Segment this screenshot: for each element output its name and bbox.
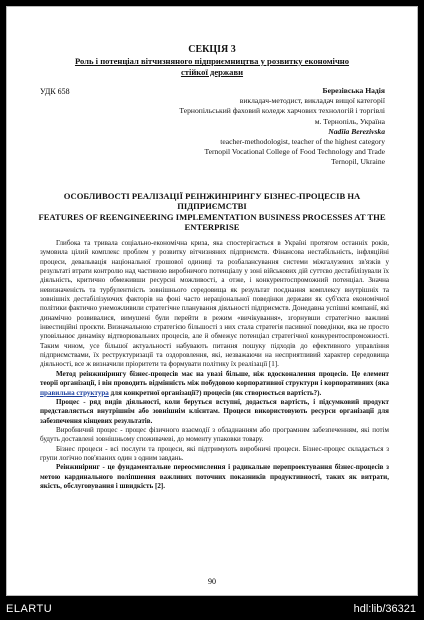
author-name-ua: Березівська Надія	[322, 86, 385, 95]
article-body	[40, 239, 389, 491]
author-org-ua: Тернопільський фаховий коледж харчових технологій і торгівлі	[179, 106, 385, 116]
author-position-ua: викладач-методист, викладач вищої категорії	[239, 96, 385, 106]
author-position-en: teacher-methodologist, teacher of the highest category	[220, 137, 385, 147]
repository-footer	[0, 596, 424, 620]
page-number: 90	[208, 577, 216, 586]
udk-code: УДК 658	[40, 87, 70, 96]
paragraph-intro: Глибока та тривала соціально-економічна криза, яка спостерігається в Україні протягом останніх років, зумовила цілий комплекс проблем у розвитку вітчизняних підприємств. Фінансова нестабільність, інфляційні процеси, девальвація національної грошової одиниці та розбалансування системи міжгалузевих зв'язків у результаті втрати контролю над частиною виробничого потенціалу у зоні військових дій суттєво дестабілізували їх діяльність, критично обмеживши ресурсні можливості, а отже, і конкурентоспроможний потенціал. Значна невизначеність та турбулентність зовнішнього середовища як результат поєднання комплексу внутрішніх та зовнішніх дестабілізуючих факторів на фоні часто нераціональної поведінки держави як суб'єкта економічної політики фактично унеможливили стратегічне планування діяльності підприємств. Донедавна успішні компанії, які динамічно розвивалися, вимушені були перейти в режим «вичікування», згорнувши стратегічно важливі інвестиційні проєкти. Визначальною стратегією більшості з них стала стратегія пасивної поведінки, яка не просто уповільнює динаміку відтворювальних процесів, але й обмежує потенціал стратегічної конкурентоспроможності. Таким чином, усе більшої актуальності набувають питання пошуку підходів до ефективного управління підприємствами, їх реструктуризації та оздоровлення, які, незважаючи на несприятливий характер середовища діяльності, все ж визначили пріоритети та формувати політику їх реалізації [1].	[40, 239, 389, 369]
paragraph-method	[40, 370, 389, 398]
document-page	[6, 6, 418, 596]
section-heading: СЕКЦІЯ 3	[188, 44, 236, 55]
author-block	[55, 86, 385, 168]
section-subtitle: Роль і потенціал вітчизняного підприємництва у розвитку економічно стійкої держави	[74, 56, 350, 77]
author-name-en: Nadiia Berezivska	[328, 126, 385, 136]
paragraph-reengineering: Реінжиніринг - це фундаментальне переосмислення і радикальне перепроектування бізнес-процесів з метою кардинального поліпшення важливих поточних показників продуктивності, таких як витрати, якість, обслуговування і швидкість [2].	[40, 463, 389, 490]
handle-id[interactable]: hdl:lib/36321	[353, 603, 416, 615]
paragraph-method-text-b: для конкретної організації?) процесів (як створюється вартість?).	[108, 388, 322, 397]
author-org-en: Ternopil Vocational College of Food Technology and Trade	[204, 147, 385, 157]
structure-link[interactable]: правильна структура	[40, 388, 109, 397]
title-ua: ОСОБЛИВОСТІ РЕАЛІЗАЦІЇ РЕІНЖИНІРИНГУ БІЗНЕС-ПРОЦЕСІВ НА ПІДПРИЄМСТВІ	[63, 191, 361, 212]
author-city-ua: м. Тернопіль, Україна	[314, 116, 385, 126]
repository-name: ELARTU	[6, 603, 53, 615]
paragraph-production-process: Виробничий процес - процес фізичного взаємодії з обладнанням або програмним забезпеченням, які потім будуть доставлені зовнішньому споживачеві, до моменту упаковки товару.	[40, 425, 389, 444]
paragraph-process: Процес - ряд видів діяльності, коли беруться вступні, додається вартість, і підсумковий продукт представляється внутрішнім або зовнішнім клієнтам. Процеси використовують ресурси організації для забезпечення кінцевих результатів.	[40, 397, 389, 425]
article-title	[37, 191, 387, 233]
paragraph-business-process: Бізнес процеси - всі послуги та процеси, які підтримують виробничі процеси. Бізнес-процес складається з групи логічно пов'язаних один з одним завдань.	[40, 444, 389, 462]
author-city-en: Ternopil, Ukraine	[331, 157, 385, 167]
title-en: FEATURES OF REENGINEERING IMPLEMENTATION BUSINESS PROCESSES AT THE ENTERPRISE	[38, 211, 386, 233]
paragraph-method-text-a: Метод реінжинірингу бізнес-процесів має на увазі більше, ніж вдосконалення процесів. Це елемент теорії організації, і він проводить відмінність між побудовою корпоративної структури і корпоративних (яка	[40, 369, 389, 388]
